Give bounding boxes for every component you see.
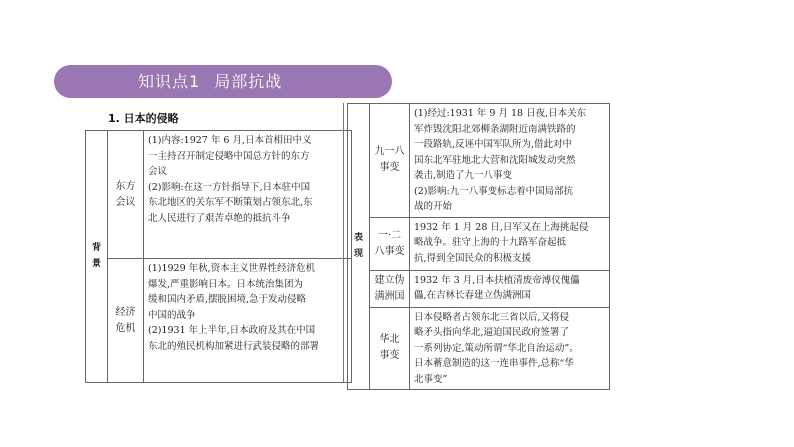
row-label-128-incident: 一·二 八事变: [370, 217, 410, 270]
row-content-eastern-conference: (1)内容:1927 年 6 月,日本首相田中义 一主持召开制定侵略中国总方针的东方 会议 (2)影响:在这一方针指导下,日本驻中国 东北地区的关东军不断策划占领东北,东 北人民进行了艰苦卓绝的抵抗斗争: [144, 131, 352, 259]
row-content-918-incident: (1)经过:1931 年 9 月 18 日夜,日本关东 军炸毁沈阳北郊柳条湖附近南满铁路的 一段路轨,反诬中国军队所为,借此对中 国东北军驻地北大营和沈阳城发动突然 袭击,制造了九一八事变 (2)影响:九一八事变标志着中国局部抗 战的开始: [410, 104, 610, 218]
manifestation-table: [347, 103, 610, 390]
row-label-manchukuo: 建立伪 满洲国: [370, 270, 410, 307]
row-content-manchukuo: 1932 年 3 月,日本扶植清废帝溥仪傀儡 儡,在吉林长春建立伪满洲国: [410, 270, 610, 307]
table-row: [348, 104, 610, 218]
table-row: [348, 270, 610, 307]
row-label-north-china-incident: 华北 事变: [370, 307, 410, 390]
manifestation-header: 表 现: [348, 104, 370, 390]
row-content-economic-crisis: (1)1929 年秋,资本主义世界性经济危机 爆发,严重影响日本。日本统治集团为 缓和国内矛盾,摆脱困境,急于发动侵略 中国的战争 (2)1931 年上半年,日本政府及其在中国 东北的殖民机构加紧进行武装侵略的部署: [144, 259, 352, 383]
row-content-north-china-incident: 日本侵略者占领东北三省以后,又将侵 略矛头指向华北,逼迫国民政府签署了 一系列协定,策动所谓“华北自治运动”。 日本蓄意制造的这一连串事件,总称“华 北事变”: [410, 307, 610, 390]
section-title: 1. 日本的侵略: [108, 112, 179, 125]
column-divider: [343, 103, 344, 383]
topic-title: 局部抗战: [214, 72, 283, 91]
row-label-eastern-conference: 东方 会议: [108, 131, 144, 259]
row-content-128-incident: 1932 年 1 月 28 日,日军又在上海挑起侵 略战争。驻守上海的十九路军奋起抵 抗,得到全国民众的积极支援: [410, 217, 610, 270]
topic-banner: [54, 65, 392, 98]
background-table: [85, 130, 352, 383]
topic-number: 知识点1: [138, 72, 201, 91]
table-row: [348, 307, 610, 390]
row-label-economic-crisis: 经济 危机: [108, 259, 144, 383]
row-label-918-incident: 九一八 事变: [370, 104, 410, 218]
background-header: 背 景: [86, 131, 108, 383]
table-row: [86, 259, 352, 383]
table-row: [348, 217, 610, 270]
table-row: [86, 131, 352, 259]
